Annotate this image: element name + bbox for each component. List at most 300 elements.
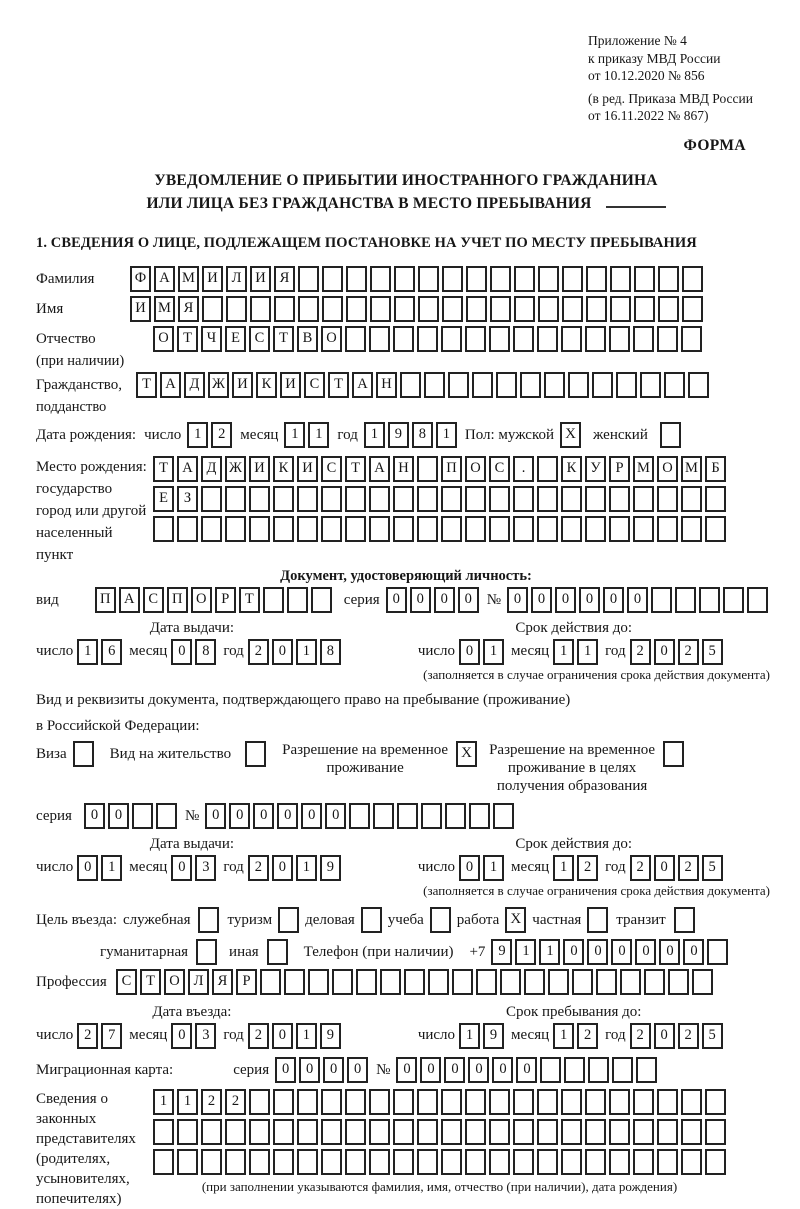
form-cell[interactable] (585, 1089, 606, 1115)
form-cell[interactable]: Т (177, 326, 198, 352)
form-cell[interactable] (644, 969, 665, 995)
form-cell[interactable] (489, 1089, 510, 1115)
form-cell[interactable] (369, 1119, 390, 1145)
form-cell[interactable]: Р (236, 969, 257, 995)
form-cell[interactable]: 9 (483, 1023, 504, 1049)
form-cell[interactable]: 2 (678, 639, 699, 665)
form-cell[interactable]: 0 (654, 1023, 675, 1049)
form-cell[interactable] (513, 1119, 534, 1145)
form-cell[interactable] (469, 803, 490, 829)
form-cell[interactable] (418, 266, 439, 292)
form-cell[interactable] (681, 1119, 702, 1145)
form-cell[interactable]: А (177, 456, 198, 482)
form-cell[interactable]: 1 (483, 639, 504, 665)
form-cell[interactable]: 0 (659, 939, 680, 965)
form-cell[interactable] (524, 969, 545, 995)
form-cell[interactable] (370, 296, 391, 322)
form-cell[interactable] (465, 516, 486, 542)
form-cell[interactable] (297, 516, 318, 542)
form-cell[interactable] (225, 1119, 246, 1145)
form-cell[interactable] (345, 1089, 366, 1115)
form-cell[interactable] (394, 296, 415, 322)
form-cell[interactable]: Т (136, 372, 157, 398)
form-cell[interactable]: 1 (77, 639, 98, 665)
form-cell[interactable] (640, 372, 661, 398)
form-cell[interactable] (651, 587, 672, 613)
form-cell[interactable]: С (304, 372, 325, 398)
form-cell[interactable]: О (153, 326, 174, 352)
form-cell[interactable] (540, 1057, 561, 1083)
form-cell[interactable]: 0 (84, 803, 105, 829)
form-cell[interactable]: 0 (611, 939, 632, 965)
form-cell[interactable]: Е (225, 326, 246, 352)
form-cell[interactable] (417, 1149, 438, 1175)
form-cell[interactable] (452, 969, 473, 995)
form-cell[interactable] (297, 1119, 318, 1145)
form-cell[interactable]: 2 (248, 1023, 269, 1049)
form-cell[interactable]: 1 (553, 1023, 574, 1049)
form-cell[interactable] (274, 296, 295, 322)
form-cell[interactable] (561, 486, 582, 512)
form-cell[interactable]: С (116, 969, 137, 995)
form-cell[interactable] (287, 587, 308, 613)
form-cell[interactable] (284, 969, 305, 995)
form-cell[interactable] (537, 456, 558, 482)
form-cell[interactable]: Л (226, 266, 247, 292)
form-cell[interactable] (586, 266, 607, 292)
form-cell[interactable] (609, 516, 630, 542)
form-cell[interactable] (692, 969, 713, 995)
form-cell[interactable] (544, 372, 565, 398)
form-cell[interactable] (250, 296, 271, 322)
form-cell[interactable]: 0 (420, 1057, 441, 1083)
form-cell[interactable]: И (232, 372, 253, 398)
form-cell[interactable]: Т (140, 969, 161, 995)
form-cell[interactable] (445, 803, 466, 829)
form-cell[interactable]: С (249, 326, 270, 352)
form-cell[interactable] (610, 296, 631, 322)
form-cell[interactable] (404, 969, 425, 995)
form-cell[interactable]: 0 (275, 1057, 296, 1083)
form-cell[interactable] (263, 587, 284, 613)
form-cell[interactable]: В (297, 326, 318, 352)
form-cell[interactable]: 1 (153, 1089, 174, 1115)
form-cell[interactable] (561, 1149, 582, 1175)
form-cell[interactable]: 2 (248, 855, 269, 881)
form-cell[interactable] (349, 803, 370, 829)
form-cell[interactable]: Т (328, 372, 349, 398)
form-cell[interactable] (311, 587, 332, 613)
form-cell[interactable]: 0 (579, 587, 600, 613)
form-cell[interactable] (369, 516, 390, 542)
form-cell[interactable] (373, 803, 394, 829)
form-cell[interactable] (442, 266, 463, 292)
form-cell[interactable]: 0 (171, 1023, 192, 1049)
form-cell[interactable] (620, 969, 641, 995)
form-cell[interactable] (393, 486, 414, 512)
form-cell[interactable]: 0 (396, 1057, 417, 1083)
form-cell[interactable] (612, 1057, 633, 1083)
form-cell[interactable]: А (154, 266, 175, 292)
form-cell[interactable] (249, 516, 270, 542)
form-cell[interactable] (428, 969, 449, 995)
form-cell[interactable] (572, 969, 593, 995)
form-cell[interactable]: 9 (491, 939, 512, 965)
form-cell[interactable] (321, 1089, 342, 1115)
form-cell[interactable]: Л (188, 969, 209, 995)
form-cell[interactable] (707, 939, 728, 965)
form-cell[interactable]: 1 (296, 1023, 317, 1049)
form-cell[interactable] (682, 266, 703, 292)
form-cell[interactable] (345, 1119, 366, 1145)
form-cell[interactable] (297, 1089, 318, 1115)
form-cell[interactable] (585, 516, 606, 542)
form-cell[interactable]: О (465, 456, 486, 482)
form-cell[interactable] (225, 516, 246, 542)
form-cell[interactable] (356, 969, 377, 995)
form-cell[interactable] (417, 1119, 438, 1145)
form-cell[interactable] (538, 266, 559, 292)
form-cell[interactable] (442, 296, 463, 322)
form-cell[interactable]: 8 (320, 639, 341, 665)
form-cell[interactable]: З (177, 486, 198, 512)
form-cell[interactable]: 0 (77, 855, 98, 881)
form-cell[interactable] (441, 486, 462, 512)
form-cell[interactable] (592, 372, 613, 398)
form-cell[interactable]: 0 (635, 939, 656, 965)
form-cell[interactable] (489, 326, 510, 352)
form-cell[interactable] (688, 372, 709, 398)
form-cell[interactable] (657, 1089, 678, 1115)
form-cell[interactable] (561, 326, 582, 352)
form-cell[interactable]: С (321, 456, 342, 482)
form-cell[interactable] (562, 296, 583, 322)
form-cell[interactable] (448, 372, 469, 398)
form-cell[interactable] (321, 1119, 342, 1145)
form-cell[interactable] (369, 1149, 390, 1175)
form-cell[interactable] (489, 1119, 510, 1145)
form-cell[interactable] (380, 969, 401, 995)
form-cell[interactable] (537, 486, 558, 512)
form-cell[interactable]: 0 (299, 1057, 320, 1083)
female-checkbox[interactable] (660, 422, 681, 448)
form-cell[interactable]: О (191, 587, 212, 613)
form-cell[interactable] (585, 1119, 606, 1145)
form-cell[interactable]: 0 (386, 587, 407, 613)
purpose-business-checkbox[interactable] (361, 907, 382, 933)
form-cell[interactable]: Ф (130, 266, 151, 292)
form-cell[interactable]: 1 (577, 639, 598, 665)
form-cell[interactable] (537, 1119, 558, 1145)
form-cell[interactable]: М (633, 456, 654, 482)
form-cell[interactable]: А (160, 372, 181, 398)
form-cell[interactable] (634, 296, 655, 322)
form-cell[interactable] (345, 326, 366, 352)
form-cell[interactable] (681, 1149, 702, 1175)
form-cell[interactable] (664, 372, 685, 398)
form-cell[interactable]: 0 (301, 803, 322, 829)
purpose-private-checkbox[interactable] (587, 907, 608, 933)
form-cell[interactable] (609, 326, 630, 352)
form-cell[interactable] (465, 1149, 486, 1175)
form-cell[interactable]: 1 (483, 855, 504, 881)
form-cell[interactable] (476, 969, 497, 995)
form-cell[interactable]: 0 (410, 587, 431, 613)
form-cell[interactable] (561, 1089, 582, 1115)
form-cell[interactable]: А (352, 372, 373, 398)
form-cell[interactable]: О (321, 326, 342, 352)
form-cell[interactable] (472, 372, 493, 398)
form-cell[interactable]: 0 (272, 855, 293, 881)
purpose-tourism-checkbox[interactable] (278, 907, 299, 933)
form-cell[interactable]: 2 (678, 1023, 699, 1049)
form-cell[interactable] (682, 296, 703, 322)
form-cell[interactable] (657, 486, 678, 512)
form-cell[interactable] (633, 486, 654, 512)
form-cell[interactable] (568, 372, 589, 398)
rvp-education-checkbox[interactable] (663, 741, 684, 767)
form-cell[interactable] (657, 1149, 678, 1175)
form-cell[interactable]: Н (393, 456, 414, 482)
form-cell[interactable] (297, 1149, 318, 1175)
form-cell[interactable] (369, 486, 390, 512)
form-cell[interactable] (322, 296, 343, 322)
form-cell[interactable] (633, 1119, 654, 1145)
form-cell[interactable] (308, 969, 329, 995)
form-cell[interactable]: Т (153, 456, 174, 482)
form-cell[interactable]: 2 (678, 855, 699, 881)
form-cell[interactable]: 8 (412, 422, 433, 448)
form-cell[interactable]: 0 (683, 939, 704, 965)
form-cell[interactable] (417, 486, 438, 512)
form-cell[interactable]: М (178, 266, 199, 292)
form-cell[interactable] (345, 516, 366, 542)
form-cell[interactable]: 0 (325, 803, 346, 829)
form-cell[interactable] (153, 1149, 174, 1175)
form-cell[interactable] (609, 1119, 630, 1145)
form-cell[interactable] (548, 969, 569, 995)
form-cell[interactable]: И (130, 296, 151, 322)
form-cell[interactable] (177, 516, 198, 542)
form-cell[interactable]: 0 (492, 1057, 513, 1083)
form-cell[interactable] (514, 266, 535, 292)
form-cell[interactable]: П (95, 587, 116, 613)
form-cell[interactable] (609, 1089, 630, 1115)
form-cell[interactable] (705, 486, 726, 512)
form-cell[interactable] (225, 1149, 246, 1175)
form-cell[interactable] (421, 803, 442, 829)
form-cell[interactable] (493, 803, 514, 829)
form-cell[interactable] (393, 1089, 414, 1115)
form-cell[interactable] (633, 1089, 654, 1115)
form-cell[interactable]: 0 (444, 1057, 465, 1083)
form-cell[interactable]: 5 (702, 1023, 723, 1049)
form-cell[interactable]: 7 (101, 1023, 122, 1049)
form-cell[interactable]: И (280, 372, 301, 398)
form-cell[interactable] (537, 1149, 558, 1175)
form-cell[interactable] (513, 1089, 534, 1115)
form-cell[interactable]: 0 (459, 639, 480, 665)
form-cell[interactable] (636, 1057, 657, 1083)
form-cell[interactable] (681, 516, 702, 542)
form-cell[interactable]: . (513, 456, 534, 482)
form-cell[interactable]: Р (215, 587, 236, 613)
form-cell[interactable] (537, 516, 558, 542)
form-cell[interactable] (201, 1149, 222, 1175)
form-cell[interactable]: 1 (553, 639, 574, 665)
form-cell[interactable] (298, 266, 319, 292)
form-cell[interactable] (657, 516, 678, 542)
form-cell[interactable]: 0 (516, 1057, 537, 1083)
form-cell[interactable] (513, 326, 534, 352)
form-cell[interactable] (249, 1149, 270, 1175)
form-cell[interactable]: 0 (654, 639, 675, 665)
form-cell[interactable]: 1 (459, 1023, 480, 1049)
form-cell[interactable] (705, 1119, 726, 1145)
form-cell[interactable]: 0 (108, 803, 129, 829)
form-cell[interactable] (616, 372, 637, 398)
form-cell[interactable] (321, 516, 342, 542)
form-cell[interactable]: 2 (201, 1089, 222, 1115)
form-cell[interactable] (609, 486, 630, 512)
form-cell[interactable]: 0 (272, 1023, 293, 1049)
form-cell[interactable]: У (585, 456, 606, 482)
form-cell[interactable]: Я (212, 969, 233, 995)
form-cell[interactable] (586, 296, 607, 322)
form-cell[interactable]: 2 (577, 855, 598, 881)
form-cell[interactable] (418, 296, 439, 322)
form-cell[interactable] (201, 1119, 222, 1145)
form-cell[interactable] (465, 1119, 486, 1145)
form-cell[interactable] (369, 326, 390, 352)
form-cell[interactable]: 1 (177, 1089, 198, 1115)
form-cell[interactable] (249, 486, 270, 512)
form-cell[interactable]: 0 (507, 587, 528, 613)
form-cell[interactable]: 1 (539, 939, 560, 965)
form-cell[interactable] (633, 1149, 654, 1175)
purpose-transit-checkbox[interactable] (674, 907, 695, 933)
form-cell[interactable]: 0 (205, 803, 226, 829)
form-cell[interactable]: 1 (553, 855, 574, 881)
form-cell[interactable] (657, 326, 678, 352)
form-cell[interactable]: 0 (555, 587, 576, 613)
form-cell[interactable] (393, 326, 414, 352)
purpose-other-checkbox[interactable] (267, 939, 288, 965)
form-cell[interactable] (394, 266, 415, 292)
form-cell[interactable] (537, 326, 558, 352)
form-cell[interactable] (321, 486, 342, 512)
form-cell[interactable] (537, 1089, 558, 1115)
form-cell[interactable] (400, 372, 421, 398)
form-cell[interactable] (490, 266, 511, 292)
form-cell[interactable]: 2 (630, 639, 651, 665)
form-cell[interactable]: 2 (577, 1023, 598, 1049)
form-cell[interactable]: М (154, 296, 175, 322)
form-cell[interactable] (346, 266, 367, 292)
form-cell[interactable]: 0 (603, 587, 624, 613)
form-cell[interactable] (417, 516, 438, 542)
form-cell[interactable]: 9 (388, 422, 409, 448)
form-cell[interactable] (585, 1149, 606, 1175)
form-cell[interactable] (441, 516, 462, 542)
form-cell[interactable] (393, 1149, 414, 1175)
rvp-checkbox[interactable]: X (456, 741, 477, 767)
form-cell[interactable]: 0 (434, 587, 455, 613)
form-cell[interactable] (153, 516, 174, 542)
form-cell[interactable] (538, 296, 559, 322)
form-cell[interactable] (561, 1119, 582, 1145)
form-cell[interactable]: 0 (347, 1057, 368, 1083)
form-cell[interactable]: 2 (225, 1089, 246, 1115)
form-cell[interactable]: 1 (101, 855, 122, 881)
form-cell[interactable] (657, 1119, 678, 1145)
form-cell[interactable]: 6 (101, 639, 122, 665)
form-cell[interactable] (417, 1089, 438, 1115)
form-cell[interactable] (201, 486, 222, 512)
form-cell[interactable]: Ж (225, 456, 246, 482)
form-cell[interactable]: М (681, 456, 702, 482)
form-cell[interactable]: 2 (248, 639, 269, 665)
form-cell[interactable] (225, 486, 246, 512)
form-cell[interactable]: К (561, 456, 582, 482)
form-cell[interactable] (466, 266, 487, 292)
form-cell[interactable]: 2 (77, 1023, 98, 1049)
form-cell[interactable]: 9 (320, 1023, 341, 1049)
form-cell[interactable] (441, 1149, 462, 1175)
form-cell[interactable]: 1 (296, 855, 317, 881)
form-cell[interactable]: Т (345, 456, 366, 482)
form-cell[interactable] (561, 516, 582, 542)
form-cell[interactable]: С (143, 587, 164, 613)
form-cell[interactable] (369, 1089, 390, 1115)
form-cell[interactable] (424, 372, 445, 398)
form-cell[interactable]: Б (705, 456, 726, 482)
form-cell[interactable]: Ч (201, 326, 222, 352)
form-cell[interactable]: И (297, 456, 318, 482)
purpose-official-checkbox[interactable] (198, 907, 219, 933)
form-cell[interactable] (273, 1089, 294, 1115)
form-cell[interactable]: Т (273, 326, 294, 352)
form-cell[interactable] (490, 296, 511, 322)
form-cell[interactable] (562, 266, 583, 292)
form-cell[interactable] (489, 486, 510, 512)
residence-permit-checkbox[interactable] (245, 741, 266, 767)
form-cell[interactable]: П (167, 587, 188, 613)
form-cell[interactable] (370, 266, 391, 292)
form-cell[interactable] (500, 969, 521, 995)
visa-checkbox[interactable] (73, 741, 94, 767)
form-cell[interactable] (273, 1149, 294, 1175)
form-cell[interactable] (681, 486, 702, 512)
form-cell[interactable]: 1 (187, 422, 208, 448)
form-cell[interactable] (609, 1149, 630, 1175)
form-cell[interactable]: К (256, 372, 277, 398)
form-cell[interactable] (514, 296, 535, 322)
form-cell[interactable] (297, 486, 318, 512)
form-cell[interactable] (513, 1149, 534, 1175)
form-cell[interactable]: 0 (654, 855, 675, 881)
form-cell[interactable] (658, 266, 679, 292)
form-cell[interactable] (177, 1119, 198, 1145)
purpose-work-checkbox[interactable]: X (505, 907, 526, 933)
form-cell[interactable] (249, 1119, 270, 1145)
form-cell[interactable] (298, 296, 319, 322)
form-cell[interactable] (345, 1149, 366, 1175)
form-cell[interactable] (202, 296, 223, 322)
form-cell[interactable]: К (273, 456, 294, 482)
form-cell[interactable]: 2 (630, 855, 651, 881)
form-cell[interactable] (466, 296, 487, 322)
